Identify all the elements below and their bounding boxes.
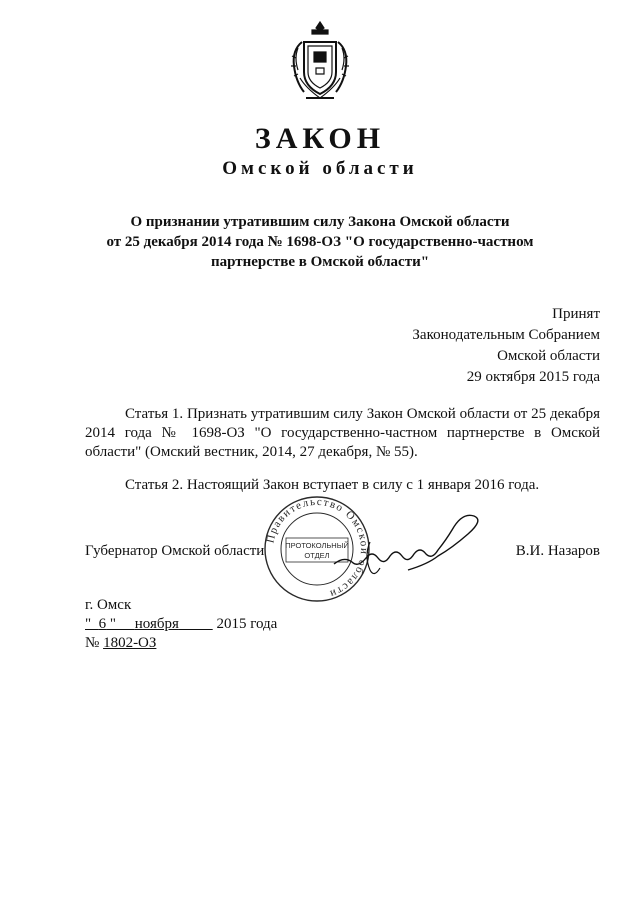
- seal-inner-line2: ОТДЕЛ: [304, 551, 330, 560]
- handwritten-signature: [330, 512, 505, 582]
- subject-line: О признании утратившим силу Закона Омской области: [130, 214, 510, 230]
- article-1-text: Статья 1. Признать утратившим силу Закон Омской области от 25 декабря 2014 года № 1698-ОЗ "О государственно-частном партнерстве в Омской области" (Омский вестник, 2014, 27 декабря, № 55).: [85, 406, 600, 460]
- law-number-prefix: №: [85, 635, 100, 651]
- adoption-line: Принят: [552, 306, 600, 322]
- adoption-block: [412, 304, 600, 388]
- document-subtitle: Омской области: [222, 158, 418, 179]
- seal-inner-line1: ПРОТОКОЛЬНЫЙ: [285, 541, 349, 550]
- article-2-text: Статья 2. Настоящий Закон вступает в силу с 1 января 2016 года.: [125, 477, 540, 493]
- seal-outer-text: Правительство Омской области: [264, 495, 371, 601]
- coat-of-arms-icon: [286, 18, 354, 106]
- law-subject: [100, 212, 540, 272]
- adoption-date: 29 октября 2015 года: [466, 369, 600, 385]
- subject-line: партнерстве в Омской области": [210, 254, 430, 270]
- signing-date: " 6 " ноября 2015 года: [85, 616, 278, 632]
- adoption-line: Законодательным Собранием: [412, 327, 600, 343]
- adoption-line: Омской области: [497, 348, 600, 364]
- signing-year: 2015 года: [216, 616, 278, 632]
- article-1: [85, 405, 600, 462]
- subject-line: от 25 декабря 2014 года № 1698-ОЗ "О государственно-частном: [106, 234, 534, 250]
- signing-day: 6: [98, 616, 107, 632]
- signatory-position: Губернатор Омской области: [85, 543, 265, 559]
- article-2: [85, 476, 600, 495]
- signing-city: г. Омск: [85, 597, 132, 613]
- law-number-value: 1802-ОЗ: [103, 635, 157, 651]
- signing-month: ноября: [134, 616, 179, 632]
- document-title: ЗАКОН: [254, 122, 386, 155]
- law-number: [85, 634, 277, 653]
- signing-place-and-date: [85, 596, 277, 653]
- signatory-name: В.И. Назаров: [515, 543, 600, 559]
